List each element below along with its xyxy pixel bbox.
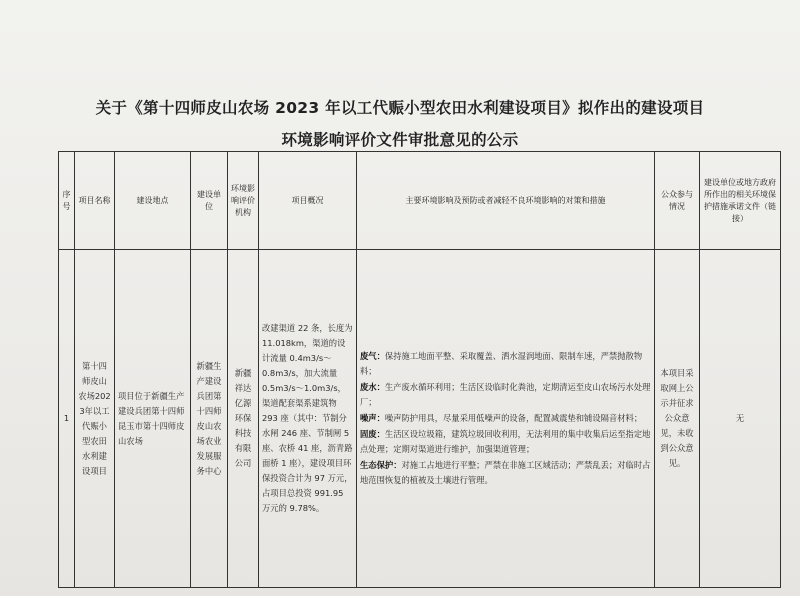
header-unit: 建设单位 bbox=[191, 152, 228, 250]
cell-location: 项目位于新疆生产建设兵团第十四师昆玉市第十四师皮山农场 bbox=[115, 250, 191, 588]
measure-exhaust: 废气：保持施工地面平整、采取覆盖、洒水湿润地面、限制车速，严禁抛散物料； bbox=[360, 350, 643, 376]
header-measures: 主要环境影响及预防或者减轻不良环境影响的对策和措施 bbox=[357, 152, 655, 250]
header-project-name: 项目名称 bbox=[75, 152, 115, 250]
measure-wastewater: 废水：生产废水循环利用；生活区设临时化粪池，定期清运至皮山农场污水处理厂； bbox=[360, 381, 651, 407]
header-commitment: 建设单位或地方政府所作出的相关环境保护措施承诺文件（链接） bbox=[700, 152, 781, 250]
measure-noise: 噪声：噪声防护用具，尽量采用低噪声的设备，配置减震垫和铺设隔音材料； bbox=[360, 412, 643, 423]
measure-ecology: 生态保护：对施工占地进行平整；严禁在非施工区域活动；严禁乱丢；对临时占地范围恢复的植被及土壤进行管理。 bbox=[360, 459, 651, 485]
cell-no: 1 bbox=[59, 250, 75, 588]
header-no: 序号 bbox=[59, 152, 75, 250]
cell-public: 本项目采取网上公示并征求公众意见，未收到公众意见。 bbox=[655, 250, 700, 588]
header-location: 建设地点 bbox=[115, 152, 191, 250]
table-header-row bbox=[59, 152, 781, 250]
measure-solid-waste: 固废：生活区设垃圾箱，建筑垃圾回收利用，无法利用的集中收集后运至指定地点处理；定期对渠道进行维护，加强渠道管理； bbox=[360, 428, 651, 454]
cell-unit: 新疆生产建设兵团第十四师皮山农场农业发展服务中心 bbox=[191, 250, 228, 588]
cell-measures bbox=[357, 250, 655, 588]
header-public: 公众参与情况 bbox=[655, 152, 700, 250]
title-line-2: 环境影响评价文件审批意见的公示 bbox=[281, 131, 519, 149]
cell-project-name: 第十四师皮山农场2023年以工代赈小型农田水利建设项目 bbox=[75, 250, 115, 588]
approval-table bbox=[58, 151, 781, 588]
header-overview: 项目概况 bbox=[259, 152, 357, 250]
table-row bbox=[59, 250, 781, 588]
header-eia-org: 环境影响评价机构 bbox=[228, 152, 259, 250]
cell-commitment: 无 bbox=[700, 250, 781, 588]
cell-overview: 改建渠道 22 条，长度为 11.018km，渠道的设计流量 0.4m3/s～0.8m3/s，加大流量 0.5m3/s～1.0m3/s，渠道配套渠系建筑物 293 座（其中：节制分水闸 246 座、节制闸 5 座、农桥 41 座，沥青路面桥 1 座），建设项目环保投资合计为 97 万元，占项目总投资 991.95 万元的 9.78%。 bbox=[259, 250, 357, 588]
cell-eia-org: 新疆祥达亿源环保科技有限公司 bbox=[228, 250, 259, 588]
title-line-1: 关于《第十四师皮山农场 2023 年以工代赈小型农田水利建设项目》拟作出的建设项目 bbox=[95, 99, 705, 117]
